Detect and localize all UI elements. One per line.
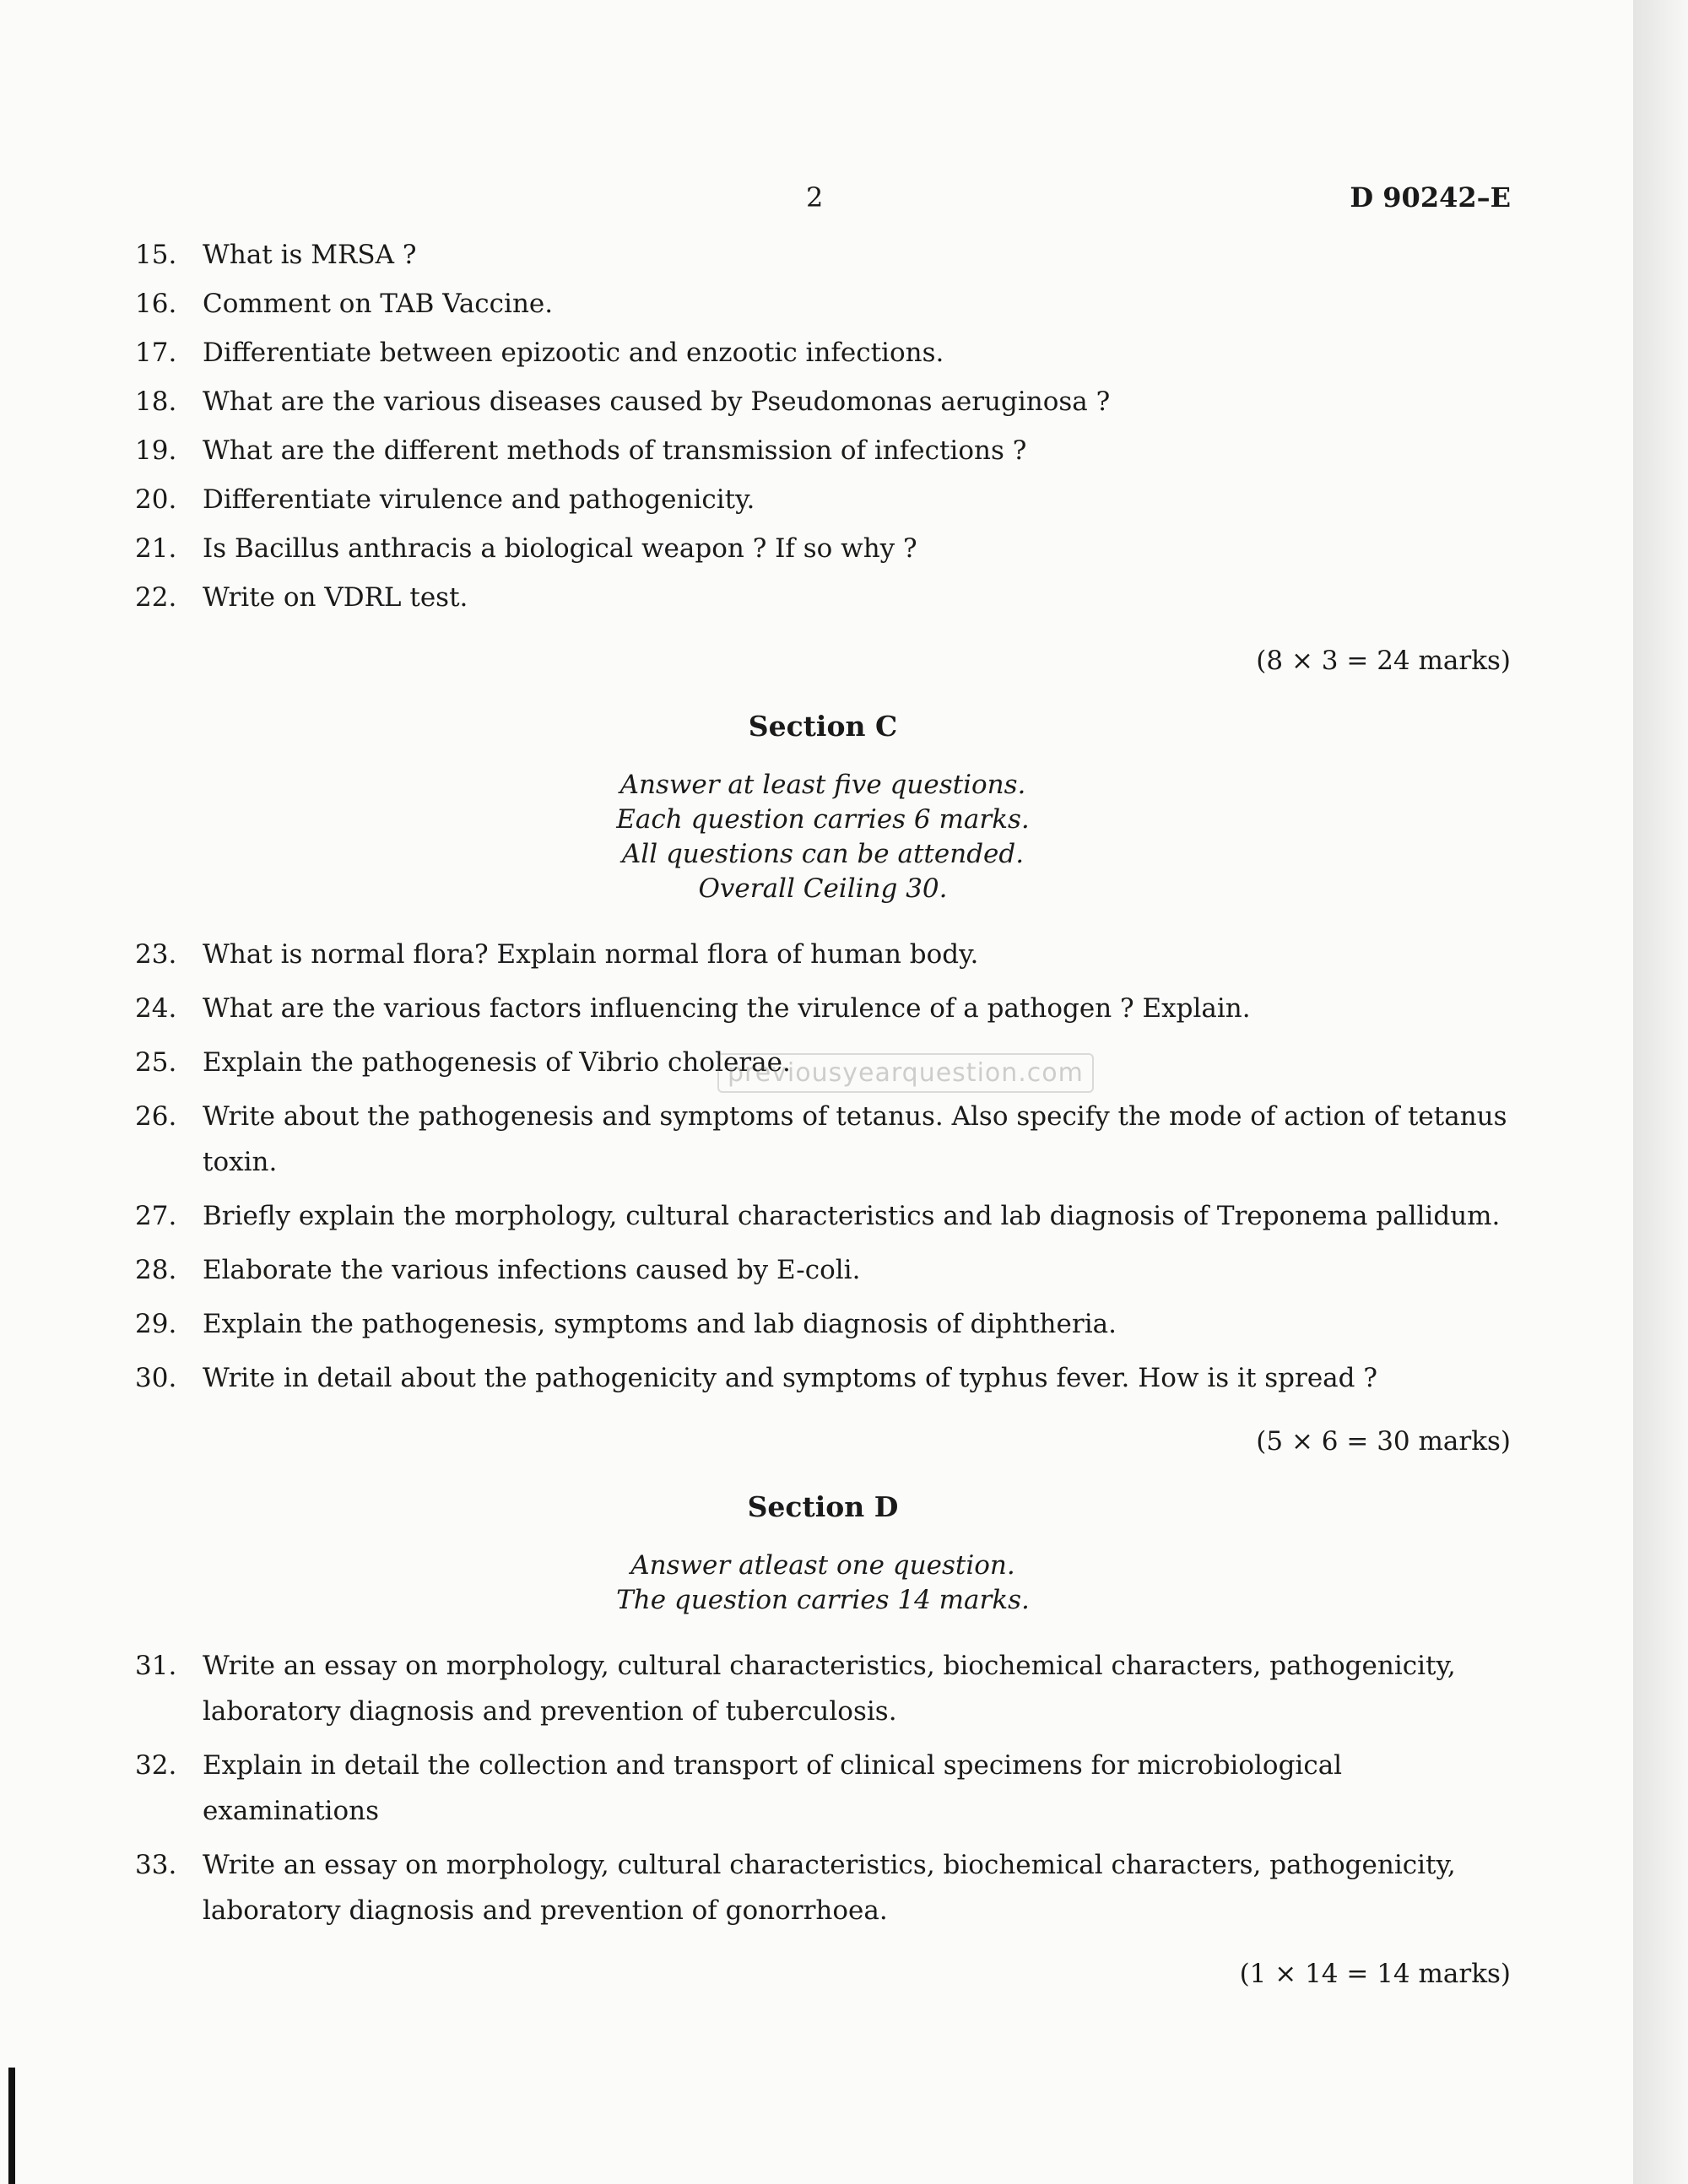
question-item	[135, 1355, 1511, 1401]
question-number: 16.	[135, 289, 177, 319]
question-number: 27.	[135, 1201, 177, 1231]
instruction-line: Answer at least five questions.	[619, 770, 1026, 800]
question-item	[135, 232, 1511, 278]
section-c-title: Section C	[748, 710, 898, 743]
section-d-questions	[135, 1643, 1511, 1933]
question-text: What are the different methods of transmission of infections ?	[203, 435, 1027, 466]
question-item	[135, 1301, 1511, 1347]
question-number: 23.	[135, 939, 177, 970]
question-text: What is normal flora? Explain normal flora of human body.	[203, 939, 979, 970]
question-number: 32.	[135, 1750, 177, 1781]
question-text: Write about the pathogenesis and symptoms of tetanus. Also specify the mode of action of tetanus toxin.	[203, 1101, 1507, 1177]
question-item	[135, 379, 1511, 424]
question-number: 24.	[135, 993, 177, 1024]
section-c-questions	[135, 932, 1511, 1401]
question-text: Comment on TAB Vaccine.	[203, 289, 554, 319]
question-number: 28.	[135, 1255, 177, 1285]
question-text: Differentiate between epizootic and enzootic infections.	[203, 338, 944, 368]
question-text: Write on VDRL test.	[203, 582, 468, 613]
question-text: Elaborate the various infections caused by E-coli.	[203, 1255, 861, 1285]
question-text: Explain in detail the collection and transport of clinical specimens for microbiological examinations	[203, 1750, 1343, 1826]
section-d-title: Section D	[747, 1490, 899, 1523]
question-number: 15.	[135, 240, 177, 270]
section-c-instructions	[135, 768, 1511, 906]
page-header	[135, 181, 1511, 232]
question-text: Differentiate virulence and pathogenicity.	[203, 484, 755, 515]
question-number: 22.	[135, 582, 177, 613]
instruction-line: Each question carries 6 marks.	[616, 804, 1030, 835]
question-number: 33.	[135, 1850, 177, 1880]
question-number: 17.	[135, 338, 177, 368]
exam-paper	[135, 181, 1511, 2023]
question-item	[135, 1743, 1511, 1834]
question-text: Explain the pathogenesis of Vibrio cholerae.	[203, 1047, 791, 1078]
question-item	[135, 526, 1511, 571]
question-text: Write an essay on morphology, cultural characteristics, biochemical characters, pathogenicity, laboratory diagnosis and prevention of gonorrhoea.	[203, 1850, 1456, 1926]
question-item	[135, 575, 1511, 620]
question-number: 18.	[135, 387, 177, 417]
question-text: Is Bacillus anthracis a biological weapon ? If so why ?	[203, 533, 917, 564]
question-number: 19.	[135, 435, 177, 466]
question-text: Briefly explain the morphology, cultural characteristics and lab diagnosis of Treponema pallidum.	[203, 1201, 1501, 1231]
question-number: 21.	[135, 533, 177, 564]
question-item	[135, 932, 1511, 977]
question-item	[135, 1842, 1511, 1933]
question-text: What are the various factors influencing the virulence of a pathogen ? Explain.	[203, 993, 1251, 1024]
question-number: 31.	[135, 1651, 177, 1681]
watermark: previousyearquestion.com	[717, 1053, 1094, 1093]
question-number: 20.	[135, 484, 177, 515]
section-d-marks: (1 × 14 = 14 marks)	[1239, 1959, 1511, 1989]
question-item	[135, 1193, 1511, 1239]
question-item	[135, 1094, 1511, 1185]
instruction-line: Answer atleast one question.	[630, 1550, 1015, 1581]
section-d-instructions	[135, 1549, 1511, 1618]
question-text: Explain the pathogenesis, symptoms and lab diagnosis of diphtheria.	[203, 1309, 1117, 1339]
question-number: 26.	[135, 1101, 177, 1132]
instruction-line: The question carries 14 marks.	[616, 1585, 1030, 1615]
question-item	[135, 428, 1511, 473]
section-c-marks: (5 × 6 = 30 marks)	[1256, 1426, 1511, 1457]
page-edge	[1633, 0, 1688, 2184]
question-text: What is MRSA ?	[203, 240, 417, 270]
question-item	[135, 1643, 1511, 1734]
question-text: Write in detail about the pathogenicity and symptoms of typhus fever. How is it spread ?	[203, 1363, 1377, 1393]
paper-code: D 90242–E	[1350, 181, 1511, 214]
section-b-questions	[135, 232, 1511, 620]
question-item	[135, 281, 1511, 327]
instruction-line: Overall Ceiling 30.	[698, 873, 948, 904]
question-number: 30.	[135, 1363, 177, 1393]
question-number: 29.	[135, 1309, 177, 1339]
question-text: Write an essay on morphology, cultural characteristics, biochemical characters, pathogenicity, laboratory diagnosis and prevention of tuberculosis.	[203, 1651, 1456, 1727]
scan-artifact	[8, 2068, 15, 2184]
page-number: 2	[806, 181, 824, 214]
question-item	[135, 986, 1511, 1031]
question-item	[135, 330, 1511, 376]
question-item	[135, 1247, 1511, 1293]
question-item	[135, 477, 1511, 522]
section-b-marks: (8 × 3 = 24 marks)	[1256, 646, 1511, 676]
question-number: 25.	[135, 1047, 177, 1078]
instruction-line: All questions can be attended.	[621, 839, 1025, 869]
question-text: What are the various diseases caused by Pseudomonas aeruginosa ?	[203, 387, 1111, 417]
